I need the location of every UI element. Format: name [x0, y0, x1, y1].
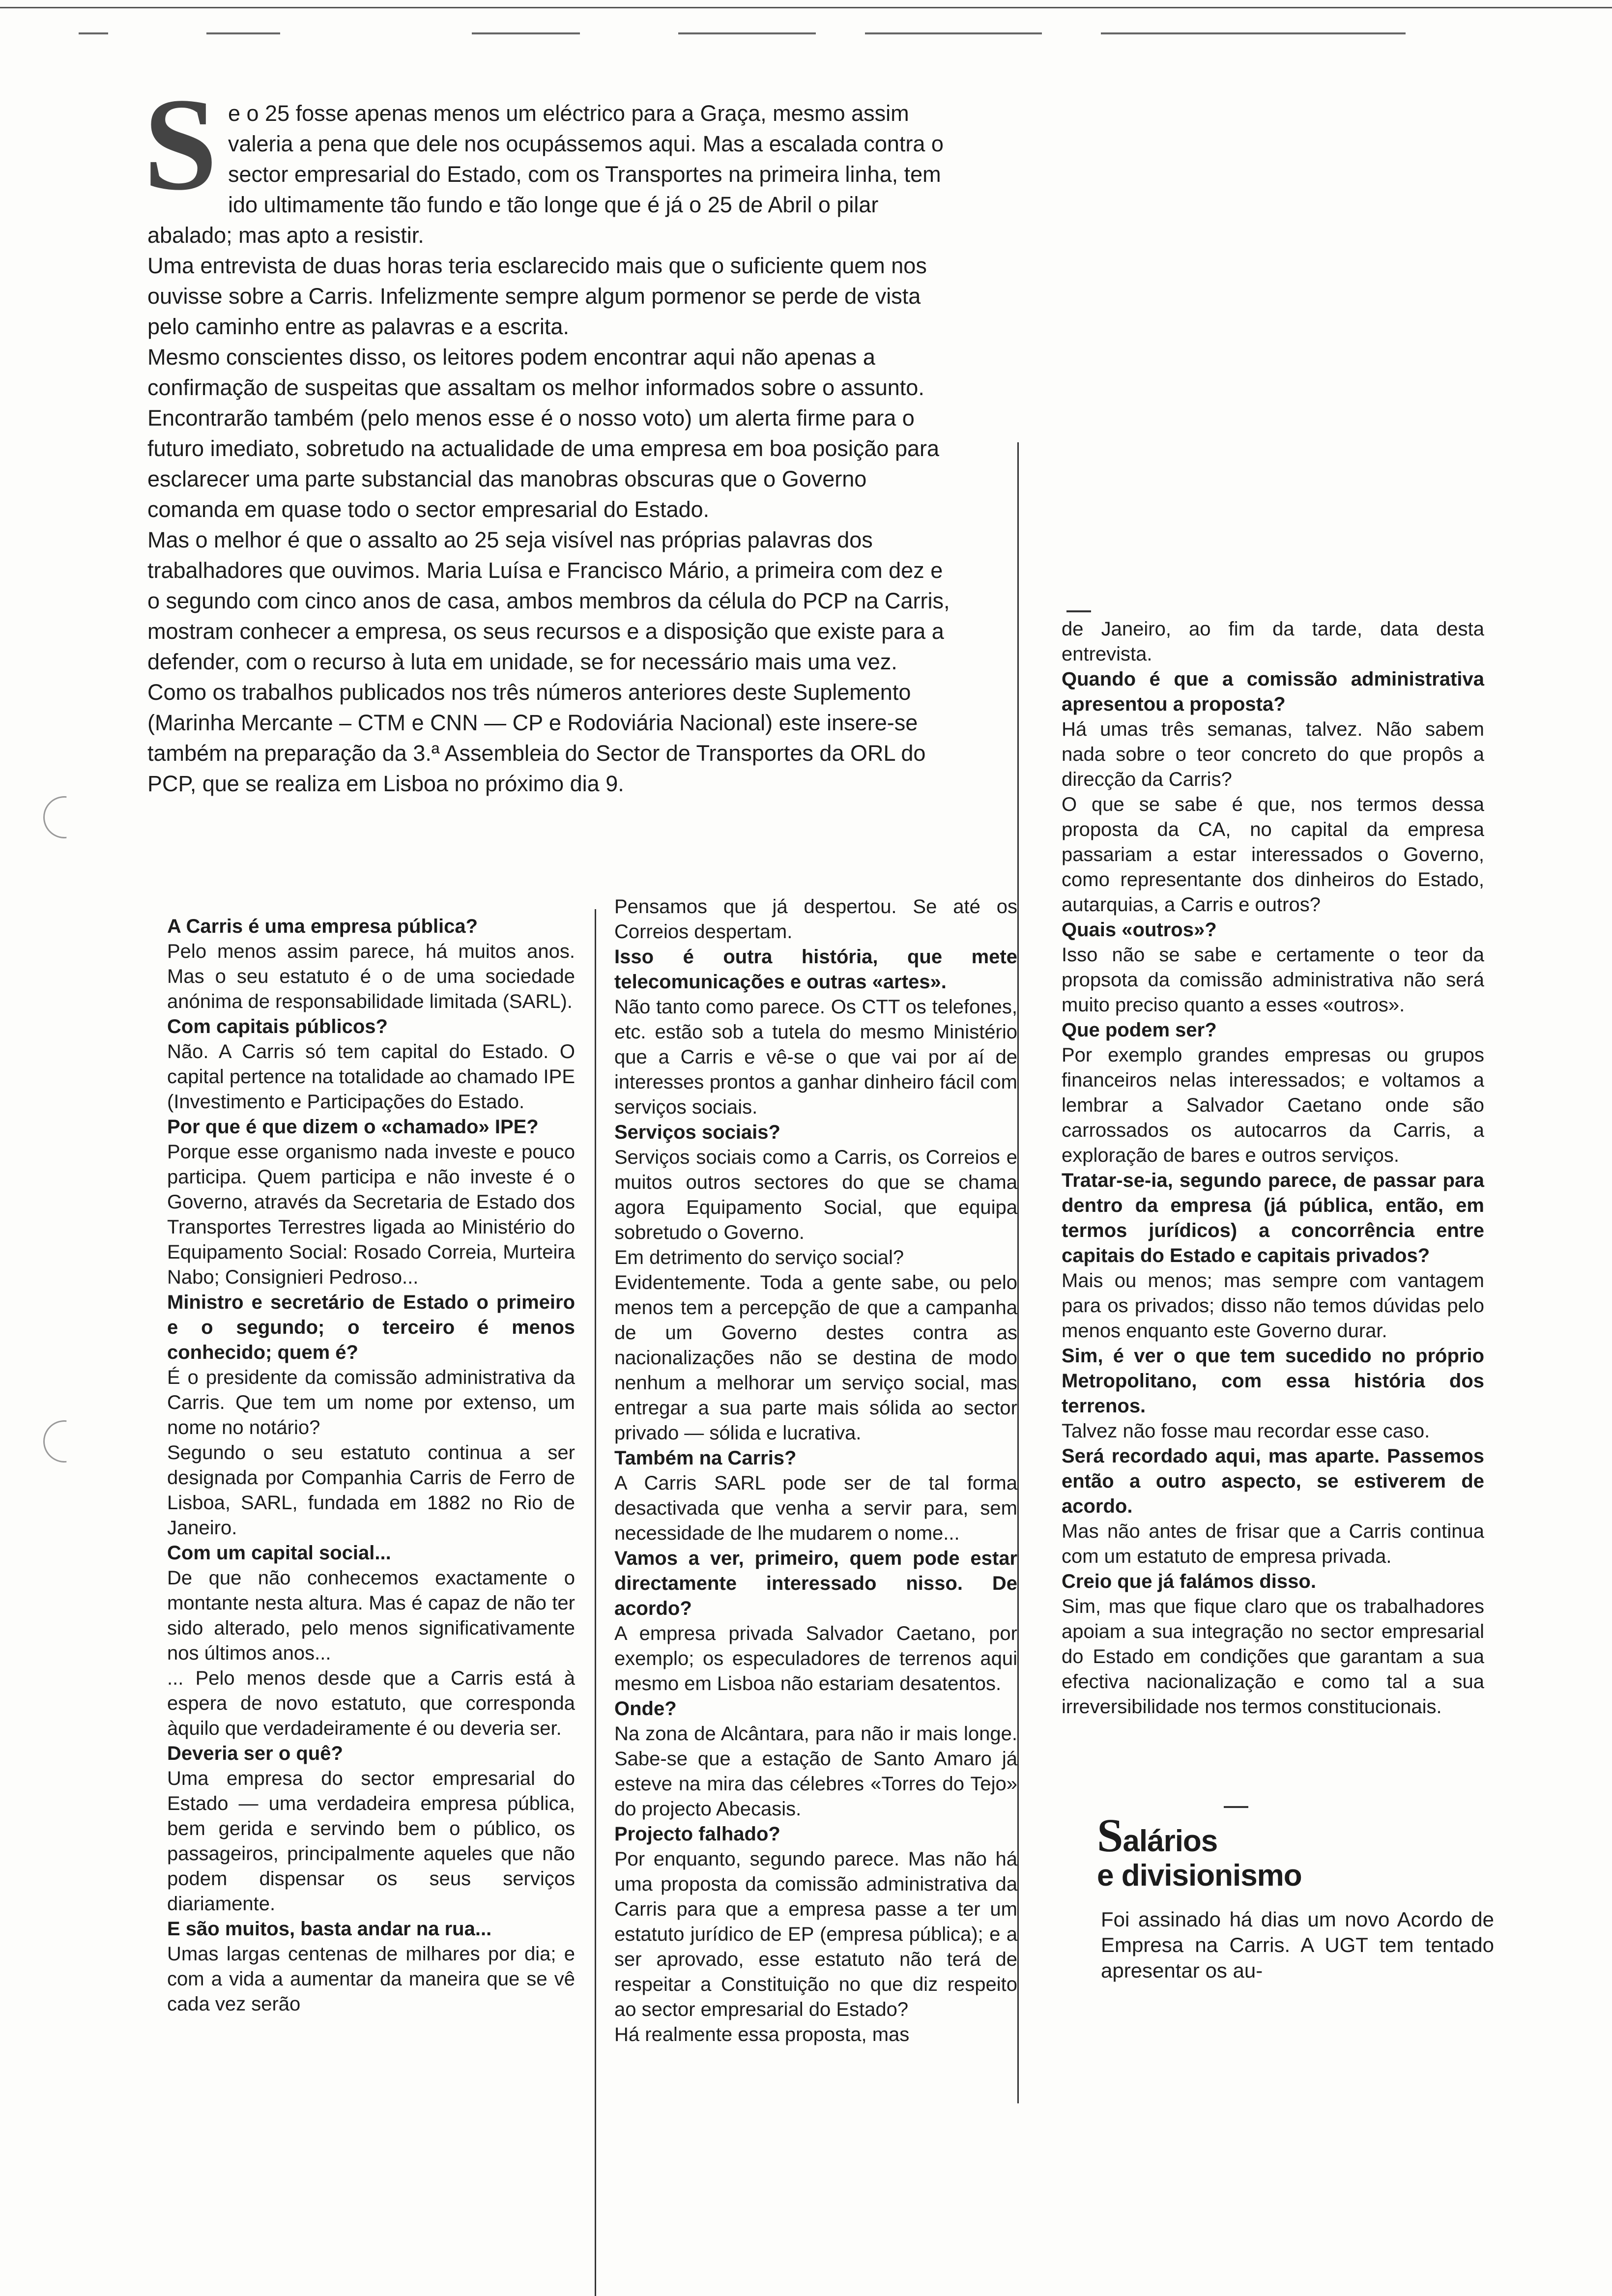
intro-paragraph: Mesmo conscientes disso, os leitores podem encontrar aqui não apenas a confirmação de suspeitas que assaltam os melhor informados sobre o assunto. Encontrarão também (pelo menos esse é o nosso voto) um alerta firme para o futuro imediato, sobretudo na actualidade de uma empresa em boa posição para esclarecer uma parte substancial das manobras obscuras que o Governo comanda em quase todo o sector empresarial do Estado.	[147, 344, 940, 522]
interview-answer: É o presidente da comissão administrativa da Carris. Que tem um nome por extenso, um nome no notário?	[167, 1367, 575, 1438]
interview-question: Serviços sociais?	[614, 1121, 780, 1143]
column-divider	[595, 909, 596, 2296]
interview-answer: Uma empresa do sector empresarial do Estado — uma verdadeira empresa pública, bem gerida e servindo bem o público, os passageiros, principalmente aqueles que não podem dispensar os seus serviços diariamente.	[167, 1768, 575, 1915]
intro-paragraph: e o 25 fosse apenas menos um eléctrico para a Graça, mesmo assim valeria a pena que dele nos ocupássemos aqui. Mas a escalada contra o sector empresarial do Estado, com os Transportes na primeira linha, tem ido ultimamente tão fundo e tão longe que é já o 25 de Abril o pilar abalado; mas apto a resistir.	[147, 101, 944, 248]
interview-question: Ministro e secretário de Estado o primeiro e o segundo; o terceiro é menos conhecido; quem é?	[167, 1292, 575, 1363]
interview-answer: Serviços sociais como a Carris, os Correios e muitos outros sectores do que se chama agora Equipamento Social, que equipa sobretudo o Governo.	[614, 1147, 1017, 1243]
interview-answer: Na zona de Alcântara, para não ir mais longe. Sabe-se que a estação de Santo Amaro já esteve na mira das célebres «Torres do Tejo» do projecto Abecasis.	[614, 1723, 1017, 1820]
column-divider	[1017, 442, 1019, 2103]
drop-cap: S	[144, 71, 218, 218]
interview-answer: A empresa privada Salvador Caetano, por exemplo; os especuladores de terrenos aqui mesmo em Lisboa não estariam desatentos.	[614, 1623, 1017, 1694]
interview-question: Será recordado aqui, mas aparte. Passemos então a outro aspecto, se estiverem de acordo.	[1062, 1445, 1484, 1517]
interview-question: Vamos a ver, primeiro, quem pode estar directamente interessado nisso. De acordo?	[614, 1548, 1017, 1619]
interview-question: Projecto falhado?	[614, 1823, 780, 1845]
interview-question: Que podem ser?	[1062, 1019, 1217, 1041]
intro-paragraph: Como os trabalhos publicados nos três números anteriores deste Suplemento (Marinha Mercante – CTM e CNN — CP e Rodoviária Nacional) este insere-se também na preparação da 3.ª Assembleia do Sector de Transportes da ORL do PCP, que se realiza em Lisboa no próximo dia 9.	[147, 680, 926, 796]
short-rule	[1224, 1806, 1248, 1808]
interview-answer: Porque esse organismo nada investe e pouco participa. Quem participa e não investe é o Governo, através da Secretaria de Estado dos Transportes Terrestres ligada ao Ministério do Equipamento Social: Rosado Correia, Murteira Nabo; Consignieri Pedroso...	[167, 1141, 575, 1288]
interview-question: A Carris é uma empresa pública?	[167, 916, 478, 937]
interview-answer: Pelo menos assim parece, há muitos anos. Mas o seu estatuto é o de uma sociedade anónima de responsabilidade limitada (SARL).	[167, 941, 575, 1012]
interview-answer: Não tanto como parece. Os CTT os telefones, etc. estão sob a tutela do mesmo Ministério que a Carris e vê-se o que vai por aí de interesses prontos a ganhar dinheiro fácil com serviços sociais.	[614, 996, 1017, 1118]
interview-answer: Mais ou menos; mas sempre com vantagem para os privados; disso não temos dúvidas pelo menos enquanto este Governo durar.	[1062, 1270, 1484, 1342]
top-dash	[865, 32, 1042, 34]
section-heading-line2: e divisionismo	[1097, 1859, 1302, 1893]
top-dash	[1101, 32, 1406, 34]
intro-text	[144, 71, 953, 799]
section-heading-cap: S	[1097, 1809, 1123, 1862]
punch-hole-mark	[43, 1420, 86, 1463]
interview-question: Também na Carris?	[614, 1447, 797, 1469]
interview-question: Creio que já falámos disso.	[1062, 1571, 1316, 1592]
interview-question: Sim, é ver o que tem sucedido no próprio Metropolitano, com essa história dos terrenos.	[1062, 1345, 1484, 1417]
punch-hole-mark	[43, 796, 86, 838]
top-rule	[0, 7, 1612, 8]
top-dash	[678, 32, 816, 34]
section-heading	[1097, 1809, 1392, 1893]
interview-column-1	[167, 914, 575, 2017]
interview-question: Quando é que a comissão administrativa apresentou a proposta?	[1062, 668, 1484, 715]
top-dash	[472, 32, 580, 34]
interview-answer: de Janeiro, ao fim da tarde, data desta entrevista.	[1062, 618, 1484, 665]
interview-column-3	[1062, 617, 1484, 1720]
top-dash	[206, 32, 280, 34]
section-heading-rest: alários	[1123, 1824, 1218, 1858]
interview-question: Quais «outros»?	[1062, 919, 1217, 941]
interview-answer: Há realmente essa proposta, mas	[614, 2024, 910, 2045]
interview-answer: Há umas três semanas, talvez. Não sabem nada sobre o teor concreto do que propôs a direcção da Carris?	[1062, 718, 1484, 790]
interview-answer: Evidentemente. Toda a gente sabe, ou pelo menos tem a percepção de que a campanha de um Governo destes contra as nacionalizações não se destina de modo nenhum a melhorar um serviço social, mas entregar a sua parte mais sólida ao sector privado — sólida e lucrativa.	[614, 1272, 1017, 1444]
interview-answer: De que não conhecemos exactamente o montante nesta altura. Mas é capaz de não ter sido alterado, pelo menos significativamente nos últimos anos...	[167, 1567, 575, 1664]
interview-question: Deveria ser o quê?	[167, 1743, 343, 1764]
interview-answer: Segundo o seu estatuto continua a ser designada por Companhia Carris de Ferro de Lisboa, SARL, fundada em 1882 no Rio de Janeiro.	[167, 1442, 575, 1539]
interview-answer: Mas não antes de frisar que a Carris continua com um estatuto de empresa privada.	[1062, 1521, 1484, 1567]
interview-answer: ... Pelo menos desde que a Carris está à espera de novo estatuto, que corresponda àquilo que verdadeiramente é ou deveria ser.	[167, 1667, 575, 1739]
interview-question: E são muitos, basta andar na rua...	[167, 1918, 492, 1940]
interview-question: Tratar-se-ia, segundo parece, de passar para dentro da empresa (já pública, então, em termos jurídicos) a concorrência entre capitais do Estado e capitais privados?	[1062, 1170, 1484, 1266]
section-body	[1101, 1907, 1494, 1983]
intro-paragraph: Uma entrevista de duas horas teria esclarecido mais que o suficiente quem nos ouvisse sobre a Carris. Infelizmente sempre algum pormenor se perde de vista pelo caminho entre as palavras e a escrita.	[147, 253, 927, 339]
interview-question: Com capitais públicos?	[167, 1016, 388, 1037]
top-dash	[79, 32, 108, 34]
interview-column-2	[614, 894, 1017, 2047]
short-rule	[1066, 610, 1091, 612]
interview-answer: Pensamos que já despertou. Se até os Correios despertam.	[614, 896, 1017, 943]
interview-question: Com um capital social...	[167, 1542, 391, 1564]
interview-answer: Sim, mas que fique claro que os trabalhadores apoiam a sua integração no sector empresarial do Estado em condições que garantam a sua efectiva nacionalização e como tal a sua irreversibilidade nos termos constitucionais.	[1062, 1596, 1484, 1718]
interview-answer: Não. A Carris só tem capital do Estado. O capital pertence na totalidade ao chamado IPE (Investimento e Participações do Estado.	[167, 1041, 575, 1113]
interview-answer: Por exemplo grandes empresas ou grupos financeiros nelas interessados; e voltamos a lembrar a Salvador Caetano onde são carrossados os autocarros da Carris, a exploração de bares e outros serviços.	[1062, 1044, 1484, 1166]
interview-question: Por que é que dizem o «chamado» IPE?	[167, 1116, 539, 1138]
interview-answer: Isso não se sabe e certamente o teor da propsota da comissão administrativa não será muito preciso quanto a esses «outros».	[1062, 944, 1484, 1016]
section-paragraph: Foi assinado há dias um novo Acordo de Empresa na Carris. A UGT tem tentado apresentar os au-	[1101, 1908, 1494, 1982]
interview-answer: Em detrimento do serviço social?	[614, 1247, 904, 1268]
interview-answer: Umas largas centenas de milhares por dia; e com a vida a aumentar da maneira que se vê cada vez serão	[167, 1943, 575, 2015]
intro-paragraph: Mas o melhor é que o assalto ao 25 seja visível nas próprias palavras dos trabalhadores que ouvimos. Maria Luísa e Francisco Mário, a primeira com dez e o segundo com cinco anos de casa, ambos membros da célula do PCP na Carris, mostram conhecer a empresa, os seus recursos e a disposição que existe para a defender, com o recurso à luta em unidade, se for necessário mais uma vez.	[147, 527, 950, 674]
interview-answer: O que se sabe é que, nos termos dessa proposta da CA, no capital da empresa passariam a estar interessados o Governo, como representante dos dinheiros do Estado, autarquias, a Carris e outros?	[1062, 794, 1484, 916]
interview-answer: A Carris SARL pode ser de tal forma desactivada que venha a servir para, sem necessidade de lhe mudarem o nome...	[614, 1472, 1017, 1544]
interview-answer: Talvez não fosse mau recordar esse caso.	[1062, 1420, 1430, 1442]
interview-answer: Por enquanto, segundo parece. Mas não há uma proposta da comissão administrativa da Carris para que a empresa passe a ter um estatuto jurídico de EP (empresa pública); e a ser aprovado, esse estatuto não terá de respeitar a Constituição no que diz respeito ao sector empresarial do Estado?	[614, 1848, 1017, 2020]
interview-question: Isso é outra história, que mete telecomunicações e outras «artes».	[614, 946, 1017, 993]
interview-question: Onde?	[614, 1698, 677, 1720]
